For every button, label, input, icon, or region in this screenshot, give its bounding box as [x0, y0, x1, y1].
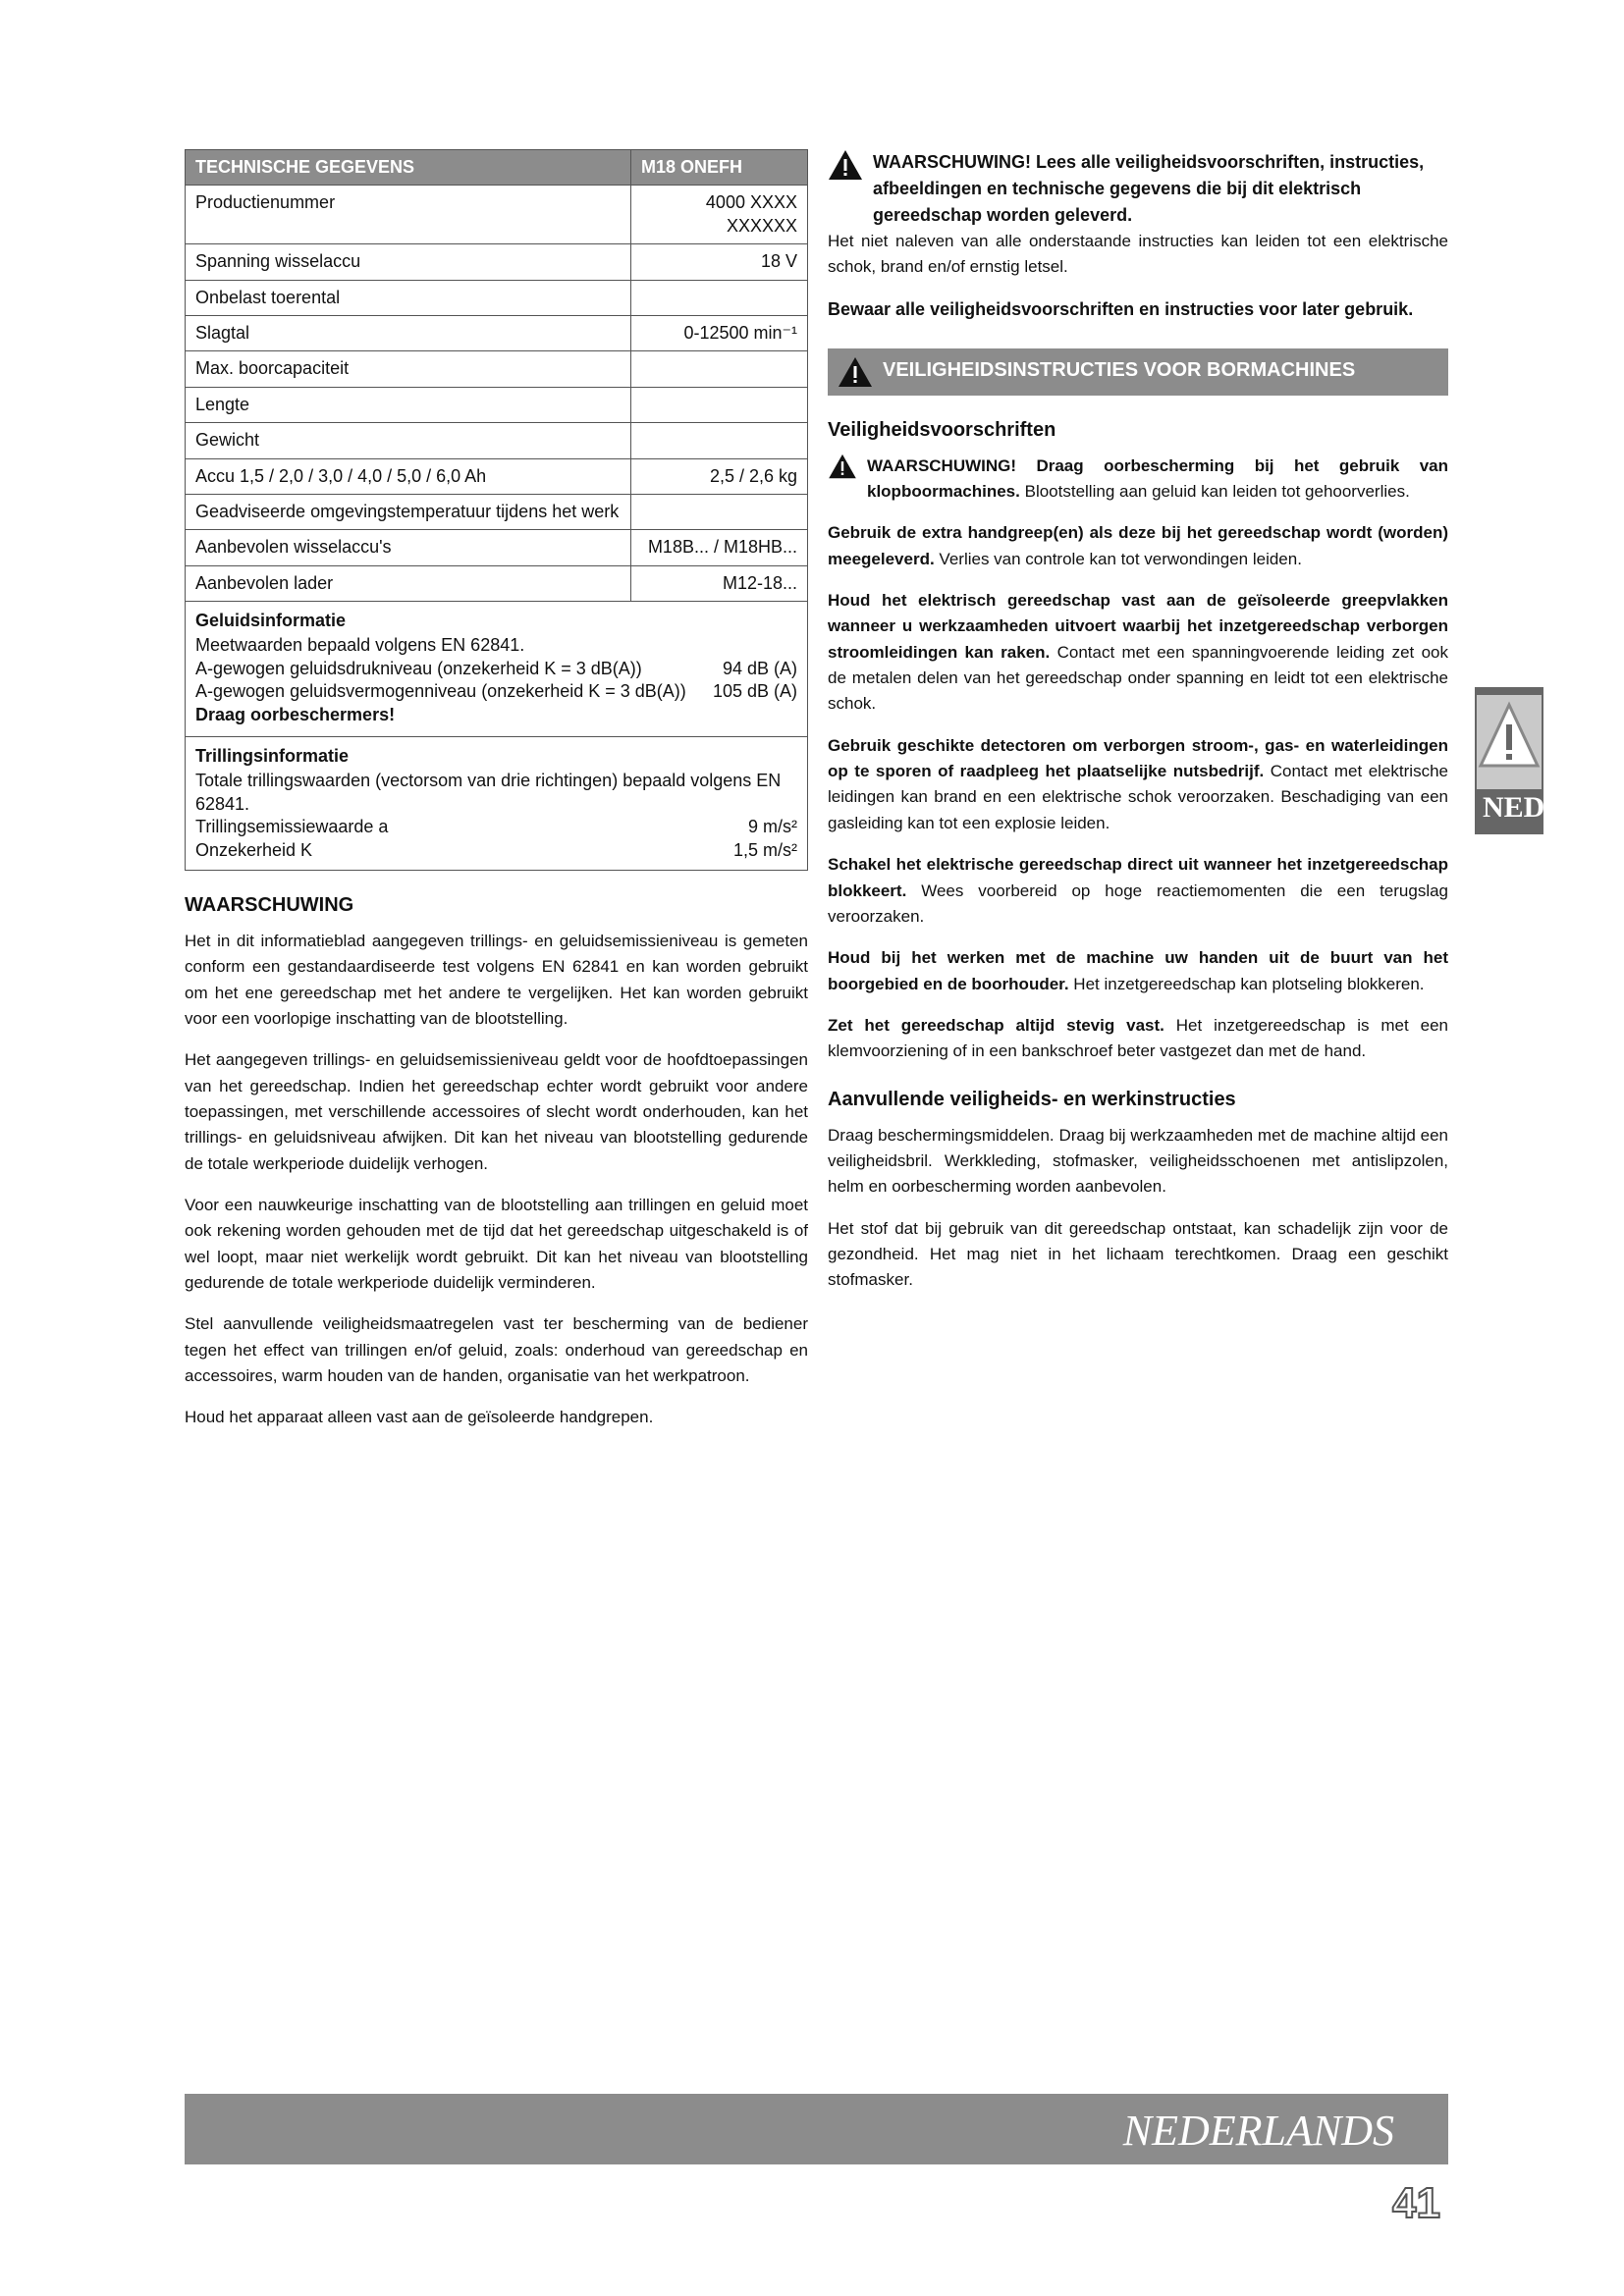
- safety-paragraph: [828, 945, 1448, 997]
- safety-paragraph: [828, 588, 1448, 718]
- spec-value: [631, 280, 808, 315]
- extra-paragraph: Draag beschermingsmiddelen. Draag bij werkzaamheden met de machine altijd een veiligheidsbril. Werkkleding, stofmasker, veiligheidsschoenen met antislipzolen, helm en oorbescherming worden aanbevolen.: [828, 1125, 1448, 1197]
- noise-line-label: A-gewogen geluidsvermogenniveau (onzekerheid K = 3 dB(A)): [195, 681, 686, 702]
- spec-label: Spanning wisselaccu: [186, 244, 631, 280]
- vibration-info-intro: Totale trillingswaarden (vectorsom van drie richtingen) bepaald volgens EN 62841.: [195, 771, 782, 814]
- safety-text: Verlies van controle kan tot verwondingen leiden.: [939, 549, 1302, 568]
- right-warning-header: [828, 149, 1448, 229]
- warning-triangle-icon: [828, 149, 863, 181]
- spec-label: Aanbevolen wisselaccu's: [186, 530, 631, 565]
- safety-text: Het inzetgereedschap kan plotseling blokkeren.: [1073, 974, 1425, 993]
- safety-instructions-title: VEILIGHEIDSINSTRUCTIES VOOR BORMACHINES: [883, 358, 1356, 381]
- safety-paragraph: [828, 454, 1448, 506]
- noise-info-footer: Draag oorbeschermers!: [195, 704, 396, 724]
- language-side-tab: [1475, 687, 1543, 834]
- safety-bold: Gebruik geschikte detectoren om verborgen stroom-, gas- en waterleidingen op te sporen of raadpleeg het plaatselijke nutsbedrijf.: [828, 735, 1448, 781]
- noise-info-row: [186, 602, 808, 737]
- noise-line-value: 94 dB (A): [722, 658, 797, 678]
- vibration-line-label: Trillingsemissiewaarde a: [195, 817, 389, 837]
- footer-band: [185, 2094, 1448, 2164]
- spec-header-left: TECHNISCHE GEGEVENS: [186, 150, 631, 186]
- warning-triangle-icon: [828, 454, 857, 479]
- left-column: [185, 149, 808, 1447]
- spec-label: Slagtal: [186, 315, 631, 350]
- spec-value: M12-18...: [631, 565, 808, 601]
- noise-line: [195, 680, 797, 703]
- safety-bold: Houd het elektrisch gereedschap vast aan de geïsoleerde greepvlakken wanneer u werkzaamheden uitvoert waarbij het inzetgereedschap verborgen stroomleidingen kan raken.: [828, 591, 1448, 662]
- safety-paragraph: [828, 520, 1448, 572]
- safety-paragraph: [828, 733, 1448, 836]
- spec-label: Lengte: [186, 387, 631, 422]
- table-row: [186, 458, 808, 494]
- table-row: [186, 280, 808, 315]
- vibration-line-value: 1,5 m/s²: [732, 839, 797, 860]
- left-paragraph: Voor een nauwkeurige inschatting van de blootstelling aan trillingen en geluid moet ook rekening worden gehouden met de tijd dat het gereedschap uitgeschakeld is of wel loopt, maar niet werkelijk wordt gebruikt. Dit kan het niveau van blootstelling gedurende de totale werkperiode duidelijk verminderen.: [185, 1196, 808, 1293]
- right-warning-text: Het niet naleven van alle onderstaande instructies kan leiden tot een elektrische schok, brand en/of ernstig letsel.: [828, 232, 1448, 277]
- safety-subhead: Veiligheidsvoorschriften: [828, 418, 1056, 441]
- safety-text: Wees voorbereid op hoge reactiemomenten die een terugslag veroorzaken.: [828, 881, 1448, 926]
- noise-info-title: Geluidsinformatie: [195, 611, 347, 631]
- left-paragraph: Houd het apparaat alleen vast aan de geïsoleerde handgrepen.: [185, 1408, 654, 1427]
- table-row: [186, 186, 808, 244]
- spec-label: Max. boorcapaciteit: [186, 351, 631, 387]
- left-paragraph: Stel aanvullende veiligheidsmaatregelen vast ter bescherming van de bediener tegen het effect van trillingen en/of geluid, zoals: onderhoud van gereedschap en accessoires, warm houden van de handen, organisatie van het werkpatroon.: [185, 1314, 808, 1386]
- spec-label: Aanbevolen lader: [186, 565, 631, 601]
- table-row: [186, 244, 808, 280]
- table-row: [186, 565, 808, 601]
- spec-value: 0-12500 min⁻¹: [631, 315, 808, 350]
- spec-value: M18B... / M18HB...: [631, 530, 808, 565]
- page-number: 41: [1392, 2179, 1440, 2227]
- safety-text: Het inzetgereedschap is met een klemvoorziening of in een bankschroef beter vastgezet dan met de hand.: [828, 1015, 1448, 1061]
- footer-language: NEDERLANDS: [1122, 2107, 1394, 2155]
- table-row: [186, 351, 808, 387]
- spec-value: [631, 387, 808, 422]
- spec-table: [185, 149, 808, 871]
- spec-value: 2,5 / 2,6 kg: [631, 458, 808, 494]
- vibration-info-block: [186, 737, 808, 871]
- spec-label: Accu 1,5 / 2,0 / 3,0 / 4,0 / 5,0 / 6,0 Ah: [186, 458, 631, 494]
- extra-paragraph: Het stof dat bij gebruik van dit gereedschap ontstaat, kan schadelijk zijn voor de gezondheid. Het mag niet in het lichaam terechtkomen. Draag een geschikt stofmasker.: [828, 1218, 1448, 1290]
- vibration-info-row: [186, 737, 808, 871]
- safety-text: Contact met elektrische leidingen kan brand en een elektrische schok veroorzaken. Beschadiging van een gasleiding kan tot een explosie leiden.: [828, 762, 1448, 832]
- spec-header-right: M18 ONEFH: [631, 150, 808, 186]
- vibration-info-title: Trillingsinformatie: [195, 746, 350, 767]
- spec-label: Gewicht: [186, 423, 631, 458]
- spec-label: Onbelast toerental: [186, 280, 631, 315]
- left-paragraph: Het aangegeven trillings- en geluidsemissieniveau geldt voor de hoofdtoepassingen van het gereedschap. Indien het gereedschap echter wordt gebruikt voor andere toepassingen, met verschillende accessoires of slecht wordt onderhouden, kan het trillings- en geluidsniveau afwijken. Dit kan het niveau van blootstelling gedurende de totale werkperiode duidelijk verhogen.: [185, 1050, 808, 1173]
- spec-label: Geadviseerde omgevingstemperatuur tijdens het werk: [186, 494, 631, 529]
- spec-value: [631, 351, 808, 387]
- safety-text: Contact met een spanningvoerende leiding zet ook de metalen delen van het gereedschap onder spanning en leidt tot een elektrische schok.: [828, 642, 1448, 714]
- right-warning-title-text: WAARSCHUWING!: [873, 152, 1031, 172]
- warning-triangle-icon: [838, 356, 873, 388]
- safety-bold: Schakel het elektrische gereedschap direct uit wanneer het inzetgereedschap blokkeert.: [828, 855, 1448, 900]
- table-row: [186, 530, 808, 565]
- right-column: [828, 149, 1448, 1309]
- extra-subhead: Aanvullende veiligheids- en werkinstructies: [828, 1088, 1236, 1110]
- right-warning-bold2: Bewaar alle veiligheidsvoorschriften en instructies voor later gebruik.: [828, 298, 1414, 319]
- table-row: [186, 494, 808, 529]
- spec-label: Productienummer: [186, 186, 631, 244]
- spec-value: [631, 494, 808, 529]
- noise-info-intro: Meetwaarden bepaald volgens EN 62841.: [195, 635, 525, 656]
- vibration-line-value: 9 m/s²: [747, 817, 797, 837]
- safety-paragraph: [828, 1013, 1448, 1065]
- safety-paragraph: [828, 852, 1448, 930]
- left-paragraph: Het in dit informatieblad aangegeven trillings- en geluidsemissieniveau is gemeten conform een gestandaardiseerde test volgens EN 62841 en kan worden gebruikt om het ene gereedschap met het andere te vergelijken. Het kan worden gebruikt voor een voorlopige inschatting van de blootstelling.: [185, 931, 808, 1029]
- safety-text: Blootstelling aan geluid kan leiden tot gehoorverlies.: [1024, 482, 1410, 502]
- vibration-line: [195, 839, 797, 862]
- safety-bold: Gebruik de extra handgreep(en) als deze bij het gereedschap wordt (worden) meegeleverd.: [828, 523, 1448, 568]
- left-warning-title: WAARSCHUWING: [185, 893, 354, 916]
- warning-triangle-icon: [1477, 695, 1542, 789]
- vibration-line-label: Onzekerheid K: [195, 839, 313, 860]
- safety-bold: WAARSCHUWING! Draag oorbescherming bij het gebruik van klopboormachines.: [867, 455, 1448, 502]
- noise-line-label: A-gewogen geluidsdrukniveau (onzekerheid K = 3 dB(A)): [195, 658, 642, 678]
- right-warning-bold: Lees alle veiligheidsvoorschriften, instructies, afbeeldingen en technische gegevens die bij dit elektrisch gereedschap worden geleverd.: [873, 152, 1425, 225]
- spec-table-header: [186, 150, 808, 186]
- right-warning-title: [873, 149, 1448, 229]
- safety-bold: Houd bij het werken met de machine uw handen uit de buurt van het boorgebied en de boorhouder.: [828, 948, 1448, 993]
- side-tab-label: NED: [1483, 791, 1545, 824]
- table-row: [186, 423, 808, 458]
- table-row: [186, 315, 808, 350]
- vibration-line: [195, 816, 797, 838]
- spec-value: 18 V: [631, 244, 808, 280]
- noise-line-value: 105 dB (A): [712, 681, 797, 702]
- table-row: [186, 387, 808, 422]
- noise-info-block: [186, 602, 808, 737]
- spec-value: [631, 423, 808, 458]
- safety-bold: Zet het gereedschap altijd stevig vast.: [828, 1015, 1164, 1035]
- noise-line: [195, 658, 797, 680]
- spec-value: 4000 XXXX XXXXXX: [631, 186, 808, 244]
- safety-instructions-bar: [828, 348, 1448, 396]
